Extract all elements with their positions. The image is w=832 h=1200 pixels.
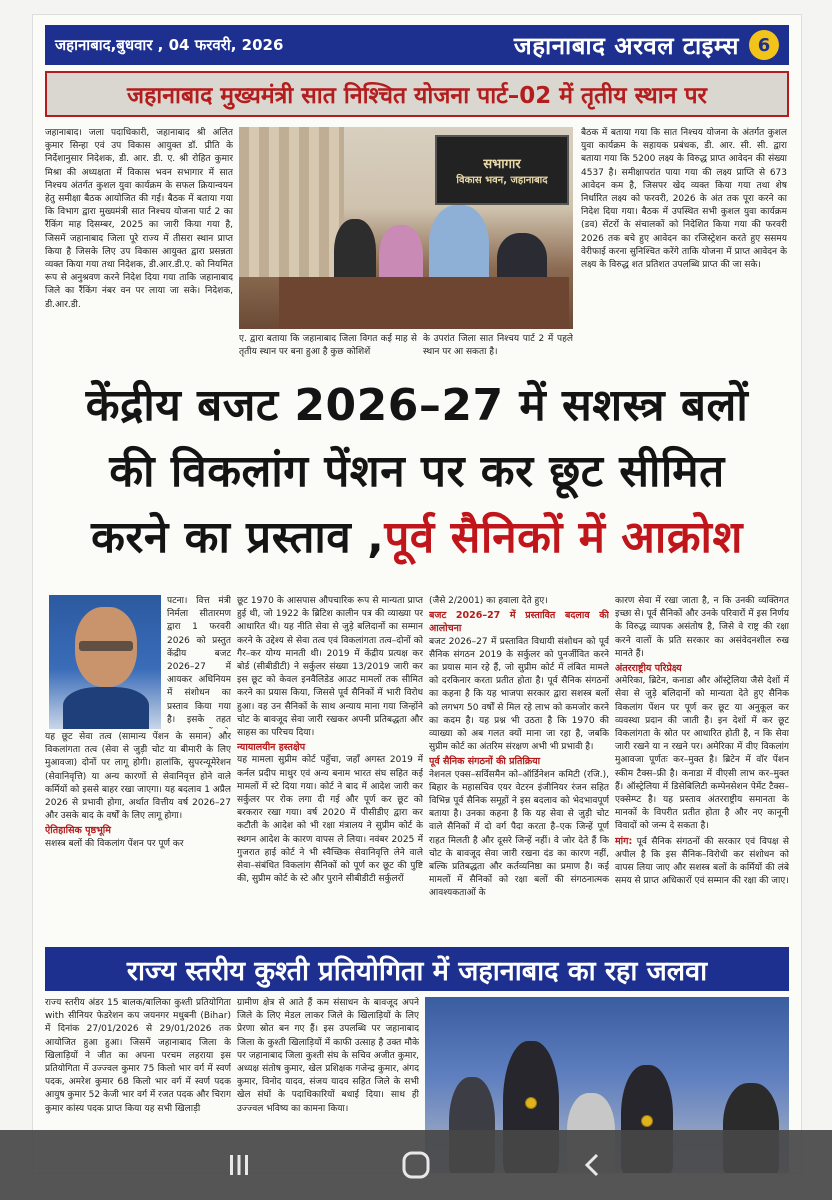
page-number-badge: 6 (749, 30, 779, 60)
subhead-history: ऐतिहासिक पृष्ठभूमि (45, 825, 111, 837)
subhead-reaction: पूर्व सैनिक संगठनों की प्रतिक्रिया (429, 756, 541, 768)
story3-column-2: ग्रामीण क्षेत्र से आते हैं कम संसाधन के बावजूद अपने जिले के लिए मेडल लाकर जिले के खिलाड़ियों के लिए प्रेरणा स्रोत बन गए हैं। इस उपलब्धि पर जहानाबाद जिला के कुश्ती खिलाड़ियों में काफी उत्साह है उक्त मौके पर जहानाबाद जिला कुश्ती संघ के सचिव अजीत कुमार, अध्यक्ष संतोष कुमार, खेल प्रशिक्षक गजेन्द्र कुमार, अंगद कुमार, विनोद यादव, संजय यादव सहित जिले के सभी खेल संघों के पदाधिकारियों बधाई दिया। साथ ही उज्ज्वल भविष्य का कामना किया। (237, 998, 419, 1114)
meeting-photo (239, 127, 573, 329)
home-icon[interactable] (399, 1148, 433, 1182)
story1-banner: जहानाबाद मुख्यमंत्री सात निश्चित योजना पार्ट–02 में तृतीय स्थान पर (45, 71, 789, 117)
subhead-criticism: बजट 2026–27 में प्रस्तावित बदलाव की आलोचना (429, 610, 609, 635)
headline-line-1: केंद्रीय बजट 2026–27 में सशस्त्र बलों (85, 380, 749, 431)
story1-column-1: जहानाबाद। जला पदाधिकारी, जहानाबाद श्री अलित कुमार सिन्हा एवं उप विकास आयुक्त डॉ. प्रीति के निर्देशानुसार निदेशक, डी. आर. डी. ए. श्री रोहित कुमार मिश्रा की अध्यक्षता में विकास भवन सभागार में सात निश्चय अंतर्गत कुशल युवा कार्यक्रम के सफल क्रियान्वयन हेतु समीक्षा बैठक आयोजित की गई। बैठक में बताया गया कि विभाग द्वारा मुख्यमंत्री सात निश्चय योजना पार्ट 2 का रैंकिंग माह दिसम्बर, 2025 का जारी किया गया है, जिसमें जहानाबाद जिला पूरे राज्य में तीसरा स्थान प्राप्त किया है जिसके लिए उप विकास आयुक्त द्वारा प्रसन्नता व्यक्त किया गया तथा निदेशक, डी.आर.डी.ए. को नियमित रूप से अनुश्रवण करने निदेश दिया गया ताकि जहानाबाद जिले का रैंकिंग नंबर वन पर लाया जा सके। निदेशक, डी.आर.डी. (45, 128, 233, 310)
photo-caption-left: ए. द्वारा बताया कि जहानाबाद जिला विगत कई माह से तृतीय स्थान पर बना हुआ है कुछ कोशिशें (239, 334, 417, 358)
subhead-judicial: न्यायालयीन हस्तक्षेप (237, 742, 306, 754)
author-photo (49, 595, 161, 729)
photo-caption-right: के उपरांत जिला सात निश्चय पार्ट 2 में पहले स्थान पर आ सकता है। (423, 334, 573, 358)
meeting-room-board: सभागार विकास भवन, जहानाबाद (435, 135, 569, 205)
story2-column-1-wrap: पटना। वित्त मंत्री निर्मला सीतारमण द्वारा 1 फरवरी 2026 को प्रस्तुत केंद्रीय बजट 2026–27 में आयकर अधिनियम में संशोधन का प्रस्ताव किया गया है। इसके तहत (167, 596, 231, 725)
newspaper-page (32, 14, 802, 1174)
story2-column-4: कारण सेवा में रखा जाता है, न कि उनकी व्यक्तिगत इच्छा से। पूर्व सैनिकों और उनके परिवारों में इस निर्णय के विरुद्ध व्यापक असंतोष है, जिसे वे राष्ट्र की रक्षा करने वालों के प्रति सरकार का असंवेदनशील रुख मानते हैं। अंतरराष्ट्रीय परिप्रेक्ष्य अमेरिका, ब्रिटेन, कनाडा और ऑस्ट्रेलिया जैसे देशों में सेवा से जुड़े बलिदानों को मान्यता देते हुए सैनिक विकलांग पेंशन पर पूर्ण कर छूट या अनुकूल कर व्यवस्था प्रदान की जाती है। इन देशों में कर छूट विकलांगता के स्रोत पर आधारित होती है, न कि सेवा जारी रखने या न रखने पर। अमेरिका में वीए विकलांग मुआवजा पूर्णतः कर–मुक्त है। ब्रिटेन में वॉर पेंशन स्कीम टैक्स–फ्री है। कनाडा में वीएसी लाभ कर–मुक्त हैं। ऑस्ट्रेलिया में डिसेबिलिटी कम्पेनसेशन पेमेंट टैक्स–एक्सेम्प्ट है। यह प्रस्ताव अंतरराष्ट्रीय समानता के मानकों के विपरीत प्रतीत होता है और नए कानूनी विवादों को जन्म दे सकता है। मांग: पूर्व सैनिक संगठनों की सरकार एवं विपक्ष से अपील है कि इस सैनिक–विरोधी कर संशोधन को वापस लिया जाए और सशस्त्र बलों के कर्मियों की लंबे समय से प्राप्त अधिकारों एवं सम्मान की रक्षा की जाए। (615, 596, 789, 887)
headline-line-2: की विकलांग पेंशन पर कर छूट सीमित (109, 446, 725, 497)
story3-banner: राज्य स्तरीय कुश्ती प्रतियोगिता में जहानाबाद का रहा जलवा (45, 947, 789, 991)
story2-column-1: यह छूट सेवा तत्व (सामान्य पेंशन के समान) और विकलांगता तत्व (सेवा से जुड़ी चोट या बीमारी के लिए मुआवजा) दोनों पर लागू होगी। हालांकि, सुपरन्यूमेरेशन (सेवानिवृत्ति) या अन्य कारणों से सेवानिवृत्त होने वाले कर्मियों को इससे बाहर रखा जाएगा। यह बदलाव 1 अप्रैल 2026 से प्रभावी होगा, अर्थात वित्तीय वर्ष 2026–27 और उसके बाद के वर्षों के लिए लागू होगा। ऐतिहासिक पृष्ठभूमि सशस्त्र बलों की विकलांग पेंशन पर पूर्ण कर (45, 732, 231, 849)
recent-apps-icon[interactable] (222, 1148, 256, 1182)
story1-column-3: बैठक में बताया गया कि सात निश्चय योजना के अंतर्गत कुशल युवा कार्यक्रम के सहायक प्रबंधक, डी. आर. सी. सी. द्वारा बताया गया कि 5200 लक्ष्य के विरुद्ध प्राप्त आवेदन की संख्या 4537 है। समीक्षापरांत पाया गया की लक्ष्य प्राप्ति से 673 आवेदन कम है, जिसपर खेद व्यक्त किया गया तथा शेष निर्धारित लक्ष्य को फरवरी, 2026 के अंत तक पूरा करने का निदेश दिया गया। बैठक में उपस्थित सभी कुशल युवा कार्यक्रम (डव) सेंटरों के संचालकों को निदेशित किया गया की फरवरी 2026 तक बचे हुए आवेदन का रजिस्ट्रेशन करते हुए ससमय वेरीफाई करना सुनिश्चित करेंगे ताकि योजना में प्राप्त आवेदन के लक्ष्य के विरुद्ध शत प्रतिशत उपलब्धि प्राप्त की जा सके। (581, 128, 787, 271)
story2-column-2: छूट 1970 के आसपास औपचारिक रूप से मान्यता प्राप्त हुई थी, जो 1922 के ब्रिटिश कालीन पत्र की व्याख्या पर आधारित थी। यह नीति सेवा से जुड़े बलिदानों का सम्मान करने के उद्देश्य से सेवा तत्व एवं विकलांगता तत्व–दोनों को गैर–कर योग्य मानती थी। 2019 में केंद्रीय प्रत्यक्ष कर बोर्ड (सीबीडीटी) ने सर्कुलर संख्या 13/2019 जारी कर इस छूट को केवल इनवैलिडेड आउट मामलों तक सीमित करने का प्रयास किया, जिससे पूर्व सैनिकों में भारी विरोध हुआ। वह उन सैनिकों के साथ अन्याय माना गया जिन्होंने चोट के बावजूद सेवा जारी रखकर अपनी प्रतिबद्धता और साहस का परिचय दिया। न्यायालयीन हस्तक्षेप यह मामला सुप्रीम कोर्ट पहुँचा, जहाँ अगस्त 2019 में कर्नल प्रदीप माथुर एवं अन्य बनाम भारत संघ सहित कई मामलों में स्टे दिया गया। कोर्ट ने बाद में आदेश जारी कर सर्कुलर पर रोक लगा दी गई और पूर्ण कर छूट को बरकरार रखा गया। वर्ष 2020 में पीसीडीए द्वारा कर कटौती के आदेश को भी रक्षा मंत्रालय ने सुप्रीम कोर्ट के स्थगन आदेश के कारण वापस ले लिया। नवंबर 2025 में गुजरात हाई कोर्ट ने भी स्वैच्छिक सेवानिवृत्ति लेने वाले सेवा–संबंधित विकलांग सैनिकों को पूर्ण कर छूट की पुष्टि की, सुप्रीम कोर्ट के स्टे और पुराने सीबीडीटी सर्कुलरों (237, 596, 423, 885)
back-icon[interactable] (576, 1148, 610, 1182)
story3-column-1: राज्य स्तरीय अंडर 15 बालक/बालिका कुश्ती प्रतियोगिता with सीनियर फेडरेशन कप जयनगर मधुबनी (Bihar) में दिनांक 27/01/2026 से 29/01/2026 तक आयोजित हुआ हुआ। जिसमें जहानाबाद जिला के खिलाड़ियों ने जीत का अपना परचम लहराया इस प्रतियोगिता में उज्ज्वल कुमार 75 किलो भार वर्ग में स्वर्ण पदक, अमरेश कुमार 68 किलो भार वर्ग में स्वर्ण पदक आयुष कुमार 52 केजी भार वर्ग में रजत पदक और चिराग कुमार कांस्य पदक प्राप्त किया यह सभी खिलाड़ी (45, 998, 231, 1114)
date-line: जहानाबाद,बुधवार , 04 फरवरी, 2026 (55, 36, 284, 54)
demand-label: मांग: (615, 835, 633, 847)
paper-name: जहानाबाद अरवल टाइम्स (513, 31, 739, 60)
subhead-international: अंतरराष्ट्रीय परिप्रेक्ष्य (615, 663, 682, 675)
android-nav-bar (0, 1130, 832, 1200)
story2-column-3: (जैसे 2/2001) का हवाला देते हुए। बजट 2026–27 में प्रस्तावित बदलाव की आलोचना बजट 2026–27 में प्रस्तावित विधायी संशोधन को पूर्व सैनिक संगठन 2019 के सर्कुलर को पुनर्जीवित करने का प्रयास मान रहे हैं, जो सुप्रीम कोर्ट में लंबित मामले को दरकिनार करता प्रतीत होता है। पूर्व सैनिक संगठनों का कहना है कि यह भाजपा सरकार द्वारा सशस्त्र बलों को लगभग 50 वर्षों से मिल रहे लाभ को कमजोर करने का कदम है। यह प्रश्न भी उठता है कि 1970 की व्याख्या को अब गलत क्यों माना जा रहा है, जबकि सुप्रीम कोर्ट का अंतरिम संरक्षण अभी भी प्रभावी है। पूर्व सैनिक संगठनों की प्रतिक्रिया नेशनल एक्स–सर्विसमैन को–ऑर्डिनेशन कमिटी (रजि.), बिहार के महासचिव एयर वेटरन इंजीनियर रंजन सहित विभिन्न पूर्व सैनिक समूहों ने इस बदलाव को भेदभावपूर्ण बताया है। उनका कहना है कि यह सेवा से जुड़ी चोट वाले सैनिकों में दो वर्ग पैदा करता है–एक जिन्हें पूर्ण राहत मिलती है और दूसरे जिन्हें नहीं। वे जोर देते हैं कि चोट के बावजूद सेवा जारी रखना दंड का कारण नहीं, बल्कि प्रतिबद्धता और कर्तव्यनिष्ठा का प्रमाण है। कई मामलों में सैनिकों को रक्षा बलों की संगठनात्मक आवश्यकताओं के (429, 596, 609, 899)
headline-line-3: करने का प्रस्ताव ,पूर्व सैनिकों में आक्रोश (91, 512, 743, 563)
masthead (45, 25, 789, 65)
story2-headline (45, 373, 789, 571)
